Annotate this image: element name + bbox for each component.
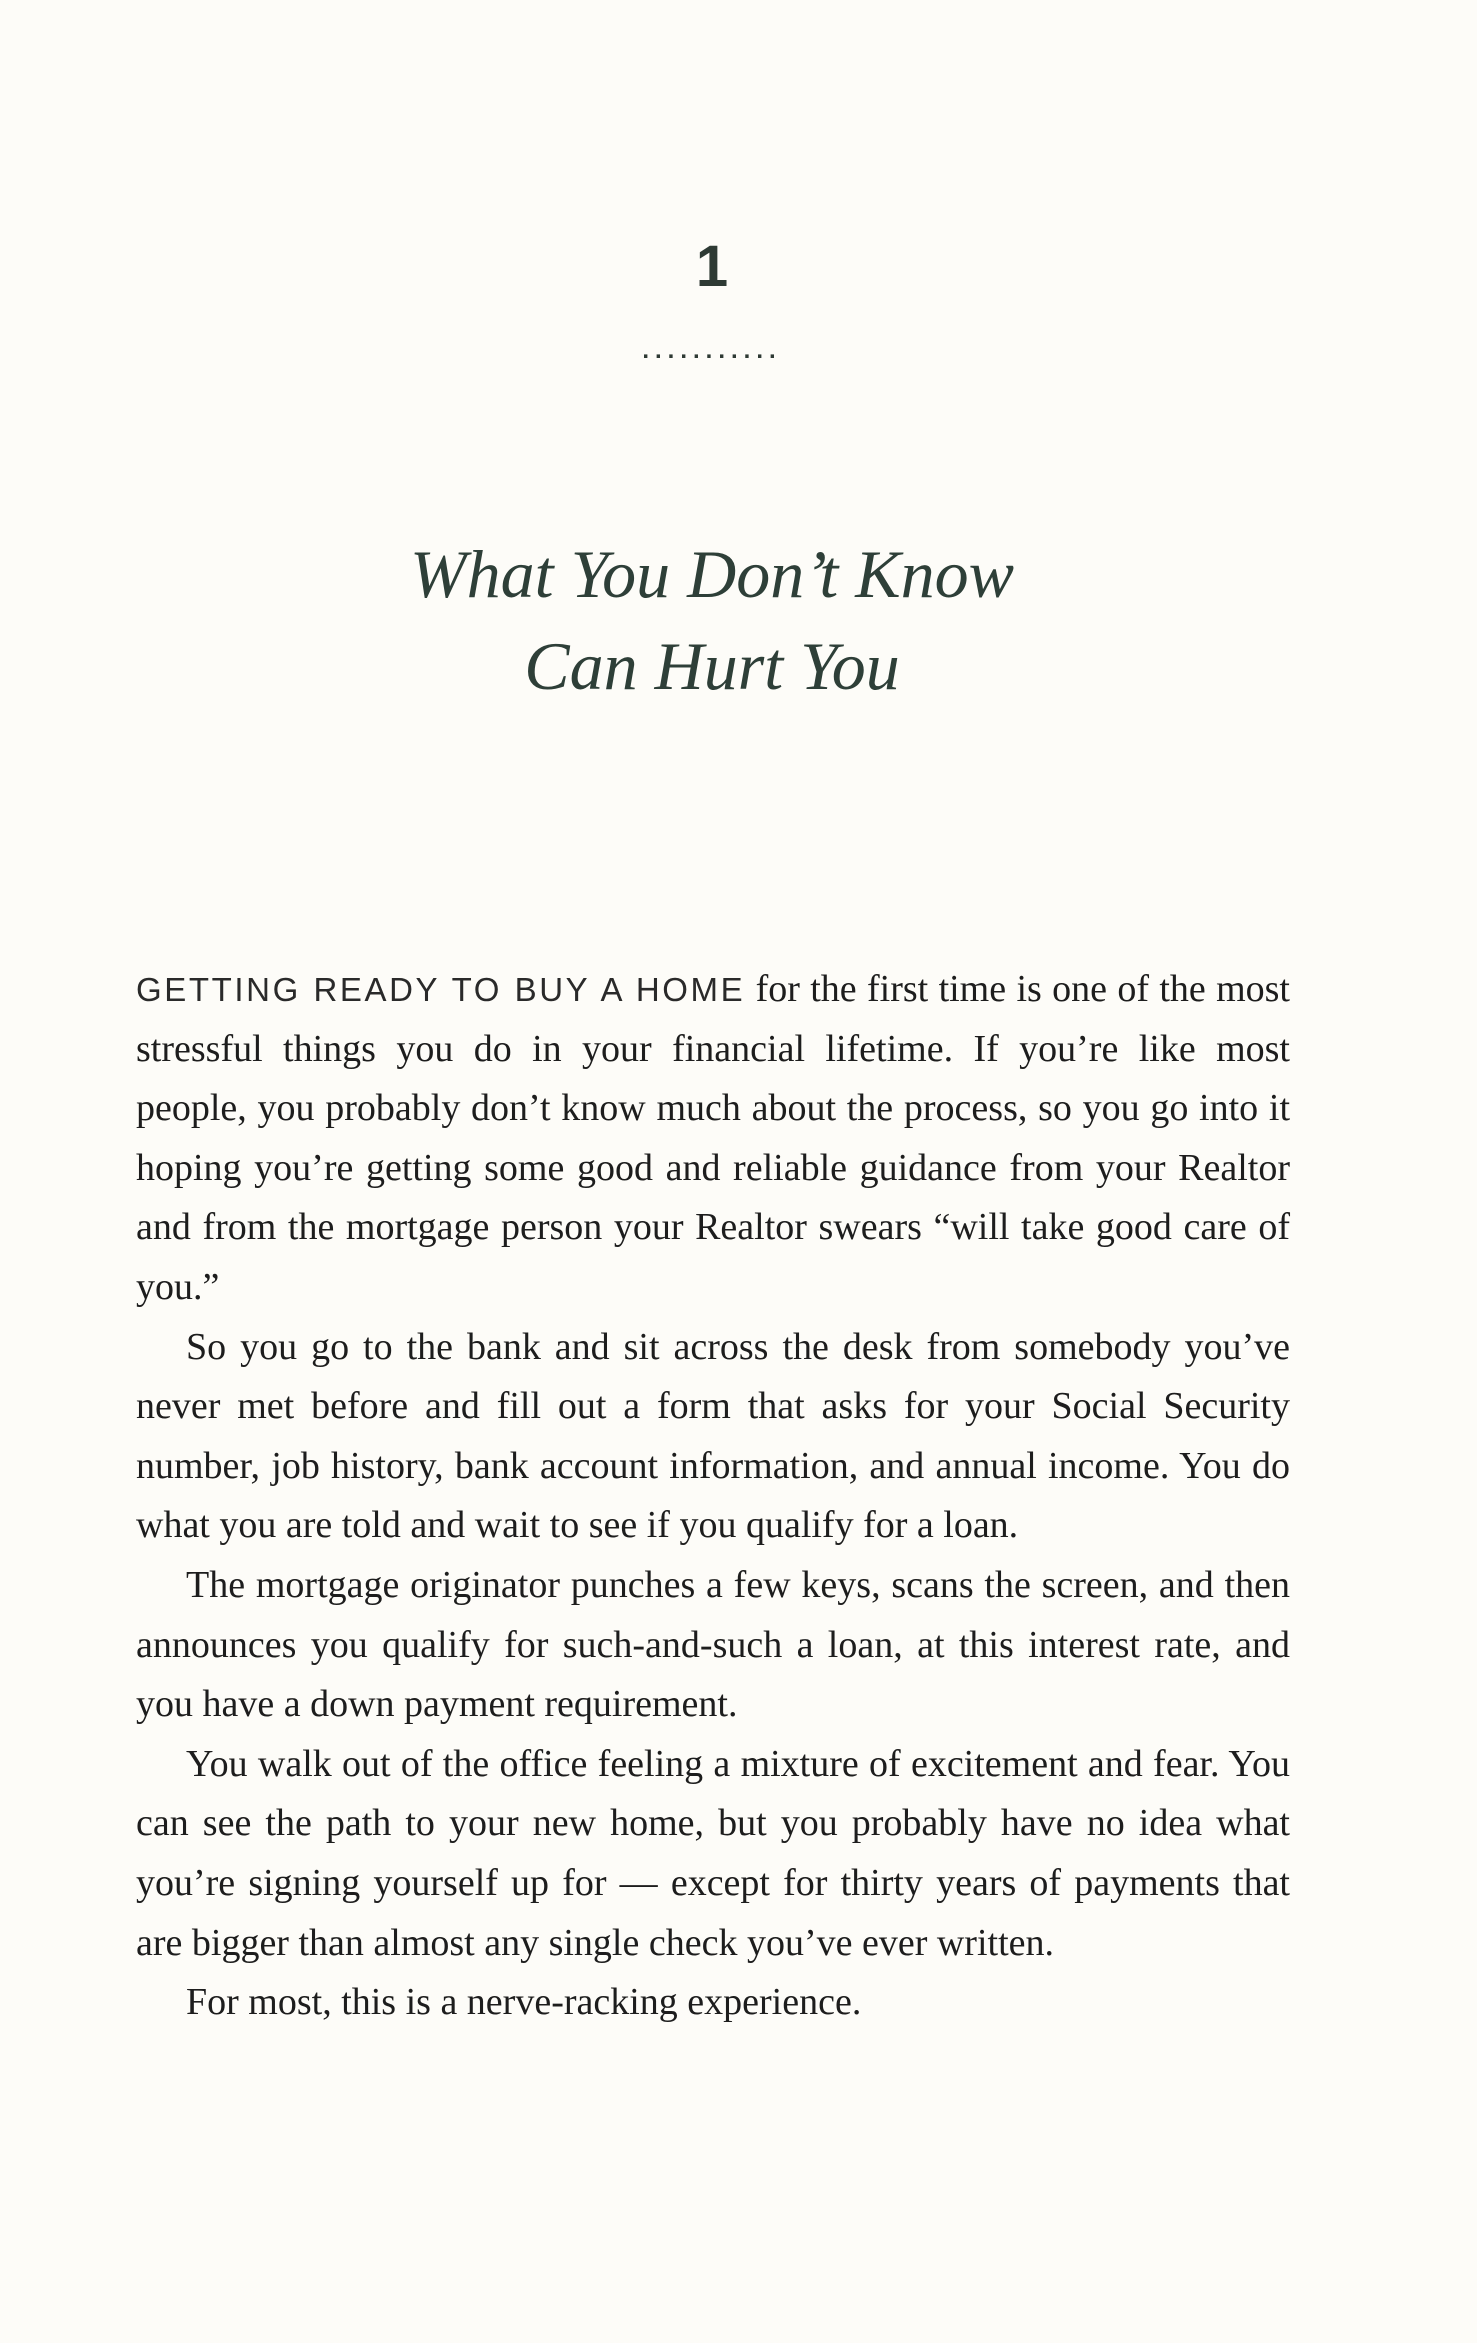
chapter-title-line-2: Can Hurt You: [524, 628, 900, 704]
paragraph-3: The mortgage originator punches a few keys, scans the screen, and then announces you qualify for such-and-such a loan, at this interest rate, and you have a down payment requirement.: [136, 1563, 1290, 1726]
chapter-ornament-dots: ...........: [642, 337, 782, 364]
paragraph-4: You walk out of the office feeling a mixture of excitement and fear. You can see the path to your new home, but you probably have no idea what you’re signing yourself up for — except for thirty years of payments that are bigger than almost any single check you’ve ever written.: [136, 1742, 1290, 1964]
paragraph-1-text: for the first time is one of the most stressful things you do in your financial lifetime. If you’re like most people, you probably don’t know much about the process, so you go into it hoping you’re getting some good and reliable guidance from your Realtor and from the mortgage person your Realtor swears “will take good care of you.”: [136, 968, 1290, 1308]
paragraph-2: So you go to the bank and sit across the desk from somebody you’ve never met before and fill out a form that asks for your Social Security number, job history, bank account information, and annual income. You do what you are told and wait to see if you qualify for a loan.: [136, 1325, 1290, 1547]
chapter-title-line-1: What You Don’t Know: [410, 536, 1014, 612]
lead-in-small-caps: GETTING READY TO BUY A HOME: [136, 971, 746, 1008]
paragraph-1: [136, 960, 1290, 1318]
paragraph-5: For most, this is a nerve-racking experience.: [186, 1981, 862, 2024]
chapter-number: 1: [695, 234, 729, 299]
chapter-title: [0, 528, 1424, 712]
chapter-body: [136, 960, 1290, 2033]
